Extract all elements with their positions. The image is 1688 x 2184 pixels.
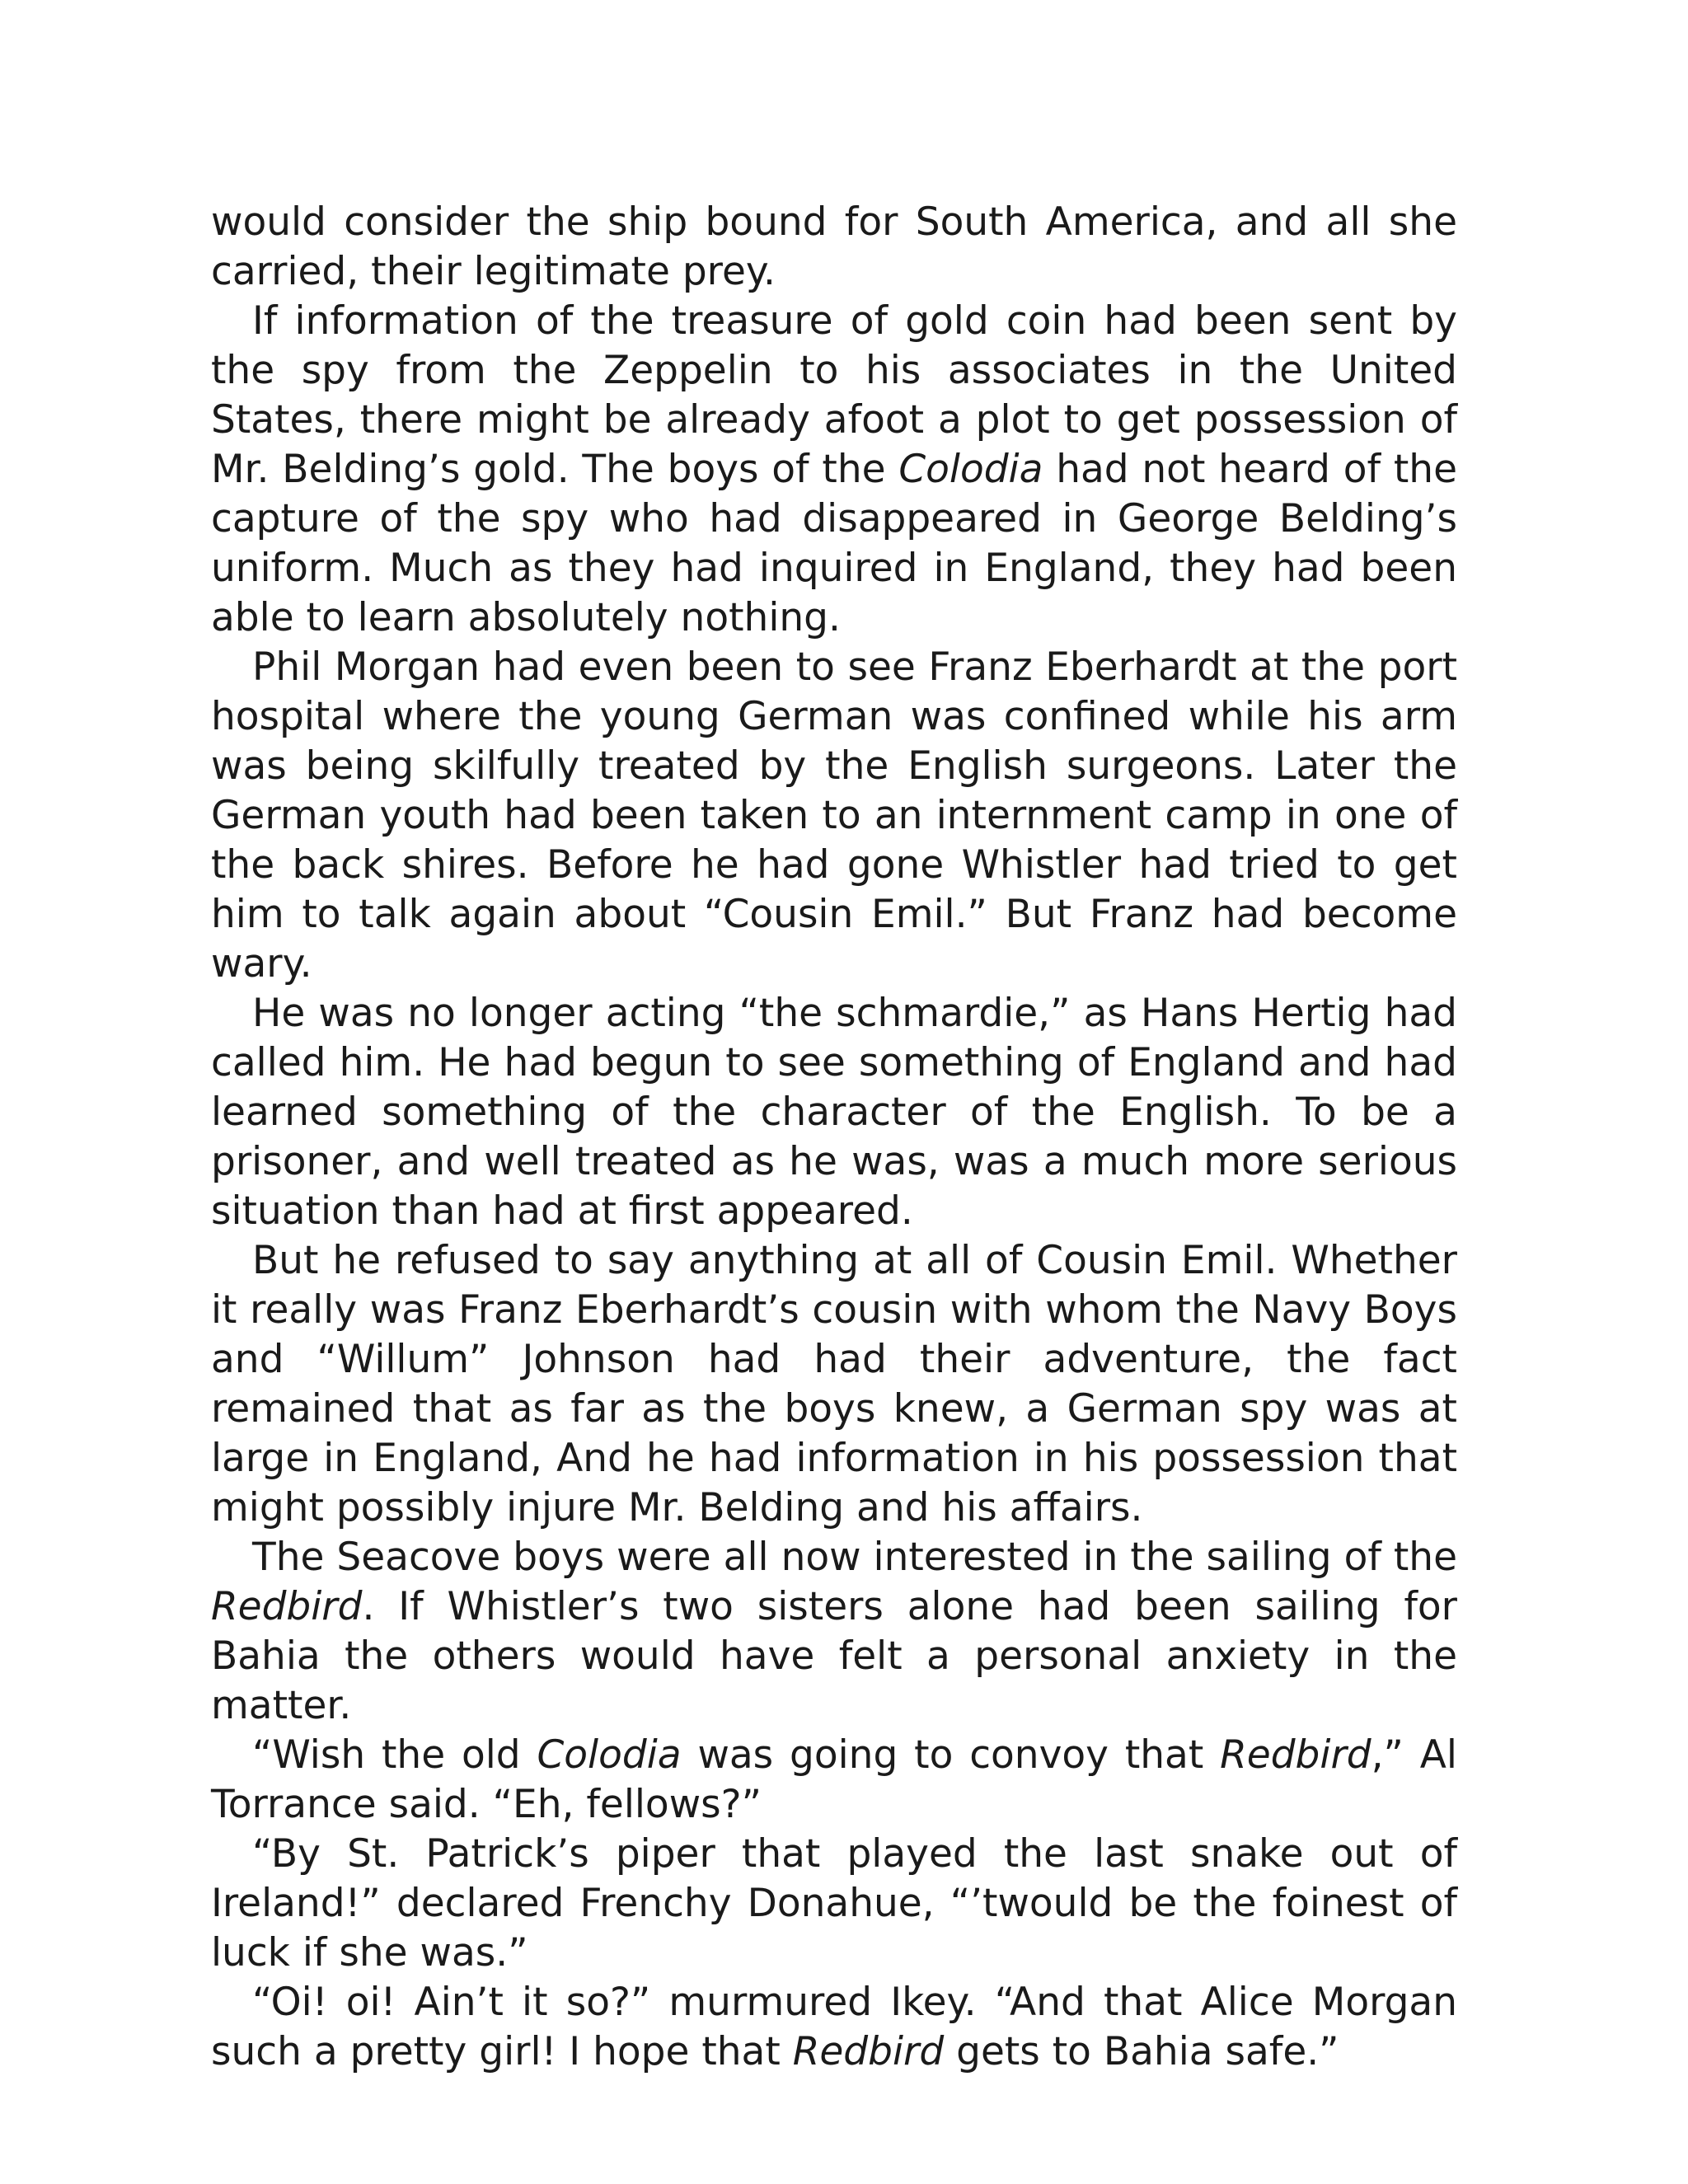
text-segment: The Seacove boys were all now interested in the sailing of the [252, 1535, 1457, 1580]
text-segment: “By St. Patrick’s piper that played the last snake out of Ireland!” declared Frenchy Donahue, “’twould be the foinest of luck if she was.” [211, 1831, 1457, 1975]
paragraph-7 [211, 1731, 1457, 1830]
text-segment: Phil Morgan had even been to see Franz Eberhardt at the port hospital where the young German was confined while his arm was being skilfully treated by the English surgeons. Later the German youth had been taken to an internment camp in one of the back shires. Before he had gone Whistler had tried to get him to talk again about “Cousin Emil.” But Franz had become wary. [211, 644, 1457, 987]
ship-name: Colodia [537, 1732, 682, 1778]
text-segment: “Oi! oi! Ain’t it so?” murmured Ikey. “And that Alice Morgan such a pretty girl! I hope that [211, 1980, 1457, 2074]
text-segment: had not heard of the capture of the spy who had disappeared in George Belding’s uniform. Much as they had inquired in England, they had been able to learn absolutely nothing. [211, 447, 1457, 640]
paragraph-8 [211, 1830, 1457, 1978]
text-segment: “Wish the old [252, 1732, 537, 1778]
paragraph-9 [211, 1978, 1457, 2077]
paragraph-3 [211, 643, 1457, 989]
paragraph-4 [211, 989, 1457, 1236]
text-segment: would consider the ship bound for South America, and all she carried, their legitimate prey. [211, 199, 1457, 294]
page-text [211, 198, 1457, 2077]
ship-name: Redbird [792, 2029, 945, 2074]
ship-name: Colodia [898, 447, 1043, 492]
paragraph-5 [211, 1236, 1457, 1533]
ship-name: Redbird [211, 1584, 363, 1629]
text-segment: ,” Al Torrance said. “Eh, fellows?” [211, 1732, 1457, 1827]
text-segment: If information of the treasure of gold coin had been sent by the spy from the Zeppelin to his associates in the United States, there might be already afoot a plot to get possession of Mr. Belding’s gold. The boys of the [211, 298, 1457, 492]
paragraph-2 [211, 297, 1457, 643]
text-segment: was going to convoy that [681, 1732, 1221, 1778]
text-segment: gets to Bahia safe.” [944, 2029, 1339, 2074]
paragraph-6 [211, 1533, 1457, 1731]
paragraph-1 [211, 198, 1457, 297]
text-segment: . If Whistler’s two sisters alone had been sailing for Bahia the others would have felt a personal anxiety in the matter. [211, 1584, 1457, 1728]
text-segment: He was no longer acting “the schmardie,” as Hans Hertig had called him. He had begun to see something of England and had learned something of the character of the English. To be a prisoner, and well treated as he was, was a much more serious situation than had at first appeared. [211, 991, 1457, 1234]
ship-name: Redbird [1220, 1732, 1372, 1778]
text-segment: But he refused to say anything at all of Cousin Emil. Whether it really was Franz Eberhardt’s cousin with whom the Navy Boys and “Willum” Johnson had had their adventure, the fact remained that as far as the boys knew, a German spy was at large in England, And he had information in his possession that might possibly injure Mr. Belding and his affairs. [211, 1238, 1457, 1530]
